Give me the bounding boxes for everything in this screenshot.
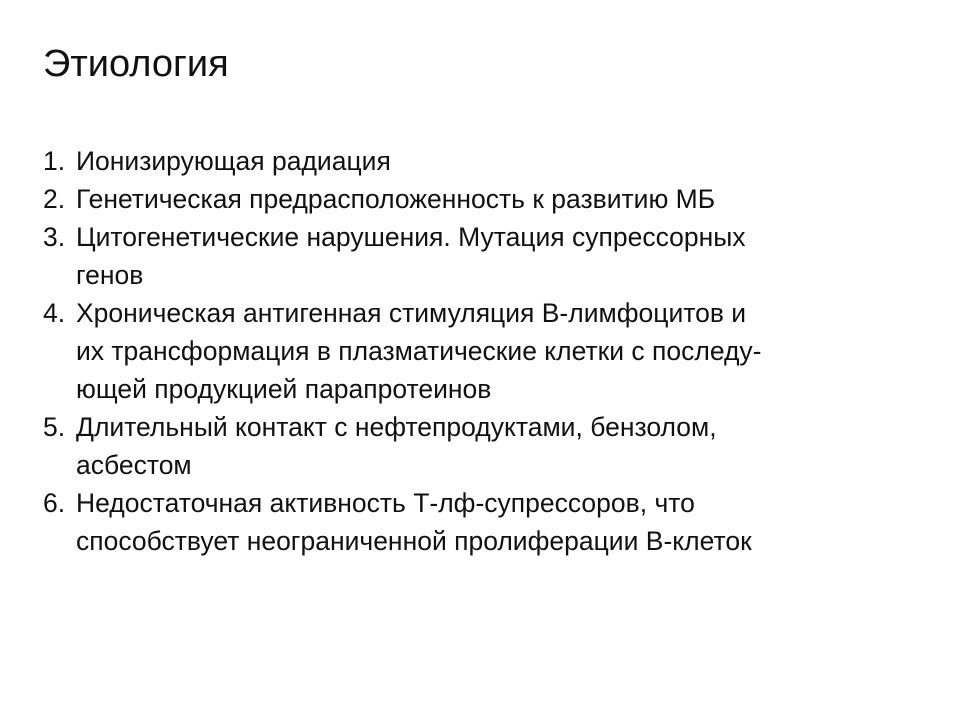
- list-item-text: [76, 408, 923, 484]
- list-item-text: [76, 294, 923, 408]
- list-item-line: их трансформация в плазматические клетки с последу-: [76, 336, 762, 366]
- list-item-line: Длительный контакт с нефтепродуктами, бензолом,: [76, 412, 717, 442]
- slide-title: Этиология: [43, 43, 229, 85]
- list-item-number: 6.: [43, 488, 66, 518]
- etiology-list: [43, 142, 923, 560]
- list-item: [43, 484, 923, 560]
- list-item-text: [76, 484, 923, 560]
- list-item-number: 4.: [43, 298, 66, 328]
- list-item-text: [76, 142, 923, 180]
- list-item: [43, 408, 923, 484]
- list-item-line: асбестом: [76, 450, 192, 480]
- list-item-line: Цитогенетические нарушения. Мутация супрессорных: [76, 222, 746, 252]
- list-item-line: Хроническая антигенная стимуляция В-лимфоцитов и: [76, 298, 747, 328]
- list-item-line: Генетическая предрасположенность к развитию МБ: [76, 184, 716, 214]
- list-item-text: [76, 218, 923, 294]
- list-item-number: 1.: [43, 146, 66, 176]
- list-item-number: 5.: [43, 412, 66, 442]
- list-item-number: 2.: [43, 184, 66, 214]
- list-item: [43, 180, 923, 218]
- list-item-line: генов: [76, 260, 144, 290]
- list-item-number: 3.: [43, 222, 66, 252]
- list-item: [43, 142, 923, 180]
- list-item-line: способствует неограниченной пролиферации В-клеток: [76, 526, 752, 556]
- list-item-line: ющей продукцией парапротеинов: [76, 374, 492, 404]
- list-item-text: [76, 180, 923, 218]
- list-item: [43, 218, 923, 294]
- list-item-line: Недостаточная активность Т-лф-супрессоров, что: [76, 488, 695, 518]
- list-item: [43, 294, 923, 408]
- list-item-line: Ионизирующая радиация: [76, 146, 391, 176]
